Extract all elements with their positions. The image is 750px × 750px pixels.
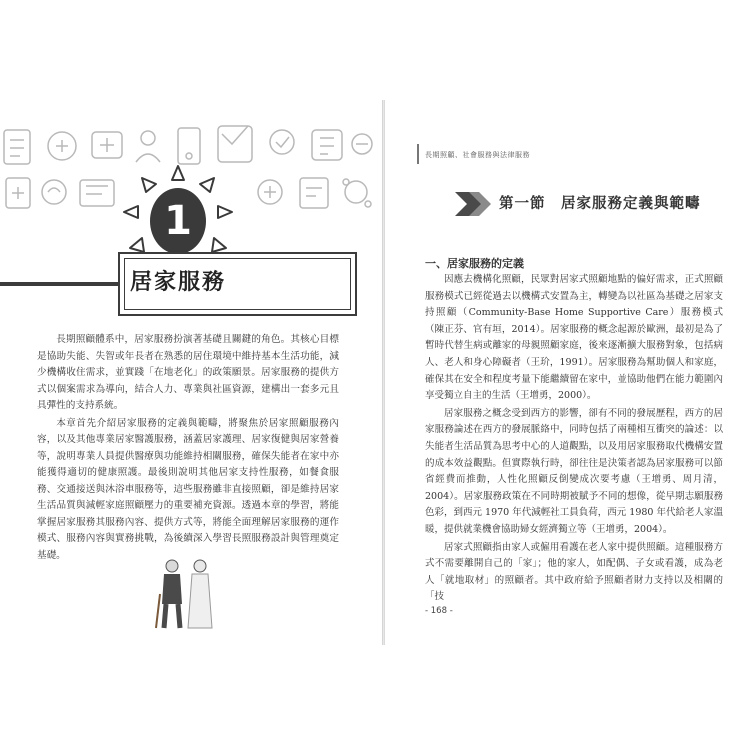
paragraph: 居家式照顧指由家人或僱用看護在老人家中提供照顧。這種服務方式不需要離開自己的「家」；他的家人，如配偶、子女或看護，成為老人「就地取材」的照顧者。其中政府給予照顧者財力支持以及相關的「技	[425, 541, 723, 603]
elderly-couple-illustration	[152, 558, 222, 630]
left-page	[0, 110, 384, 630]
paragraph: 本章首先介紹居家服務的定義與範疇，將聚焦於居家照顧服務內容，以及其他專業居家醫護服務，涵蓋居家護理、居家復健與居家營養等，說明專業人員提供醫療與功能維持相關服務，確保失能者在家中亦能獲得適切的健康照護。最後則說明其他居家支持性服務，如餐食服務、交通接送與沐浴車服務等，這些服務雖非直接照顧，卻是維持居家生活品質與減輕家庭照顧壓力的重要補充資源。透過本章的學習，將能掌握居家服務其服務內容、提供方式等，將能全面理解居家服務的運作模式、服務內容與實務挑戰，為後續深入學習長照服務設計與管理奠定基礎。	[37, 417, 339, 561]
paragraph: 居家服務之概念受到西方的影響，卻有不同的發展歷程，西方的居家服務論述在西方的發展脈絡中，同時包括了兩種相互衝突的論述：以失能者生活品質為思考中心的人道觀點，以及用居家服務取代機構安置的成本效益觀點。但實際執行時，卻往往是決策者認為居家服務可以節省經費而推動，人性化照顧反倒變成次要考慮（王增勇、周月清，2004）。居家服務政策在不同時期被賦予不同的想像，從早期志願服務色彩，到西元 1970 年代減輕社工員負荷，西元 1980 年代給老人家溫暖，提供就業機會協助婦女經濟獨立等（王增勇，2004）。	[425, 407, 723, 535]
subsection-title: 一、居家服務的定義	[425, 257, 524, 270]
left-body-text	[37, 332, 339, 565]
page-number: - 168 -	[425, 606, 453, 616]
right-body-text	[425, 272, 723, 607]
section-arrow-icon	[455, 192, 495, 216]
chapter-title: 居家服務	[130, 270, 227, 295]
section-title: 第一節 居家服務定義與範疇	[499, 195, 701, 212]
chapter-number: 1	[150, 188, 206, 254]
running-head-rule	[417, 144, 419, 164]
title-rule	[0, 282, 118, 286]
section-heading	[455, 190, 715, 218]
paragraph: 長期照顧體系中，居家服務扮演著基礎且關鍵的角色。其核心目標是協助失能、失智或年長者在熟悉的居住環境中維持基本生活功能，減少機構收住需求，並實踐「在地老化」的政策願景。居家服務的提供方式以個案需求為導向，結合人力、專業與社區資源，建構出一套多元且具彈性的支持系統。	[37, 334, 339, 411]
running-head: 長期照顧、社會服務與法律服務	[425, 151, 530, 159]
right-page	[385, 100, 750, 645]
paragraph: 因應去機構化照顧，民眾對居家式照顧地點的偏好需求，正式照顧服務模式已經從過去以機構式安置為主，轉變為以社區為基礎之居家支持照顧（Community-Base Home Supportive Care）服務模式（陳正芬、官有垣，2014）。居家服務的概念起源於歐洲，最初是為了暫時代替生病或離家的母親照顧家庭，後來逐漸擴大服務對象，包括病人、老人和身心障礙者（王玠，1991）。居家服務為幫助個人和家庭，確保其在安全和程度考量下能繼續留在家中，並協助他們在能力範圍內享受獨立自主的生活（王增勇，2000）。	[425, 274, 723, 402]
